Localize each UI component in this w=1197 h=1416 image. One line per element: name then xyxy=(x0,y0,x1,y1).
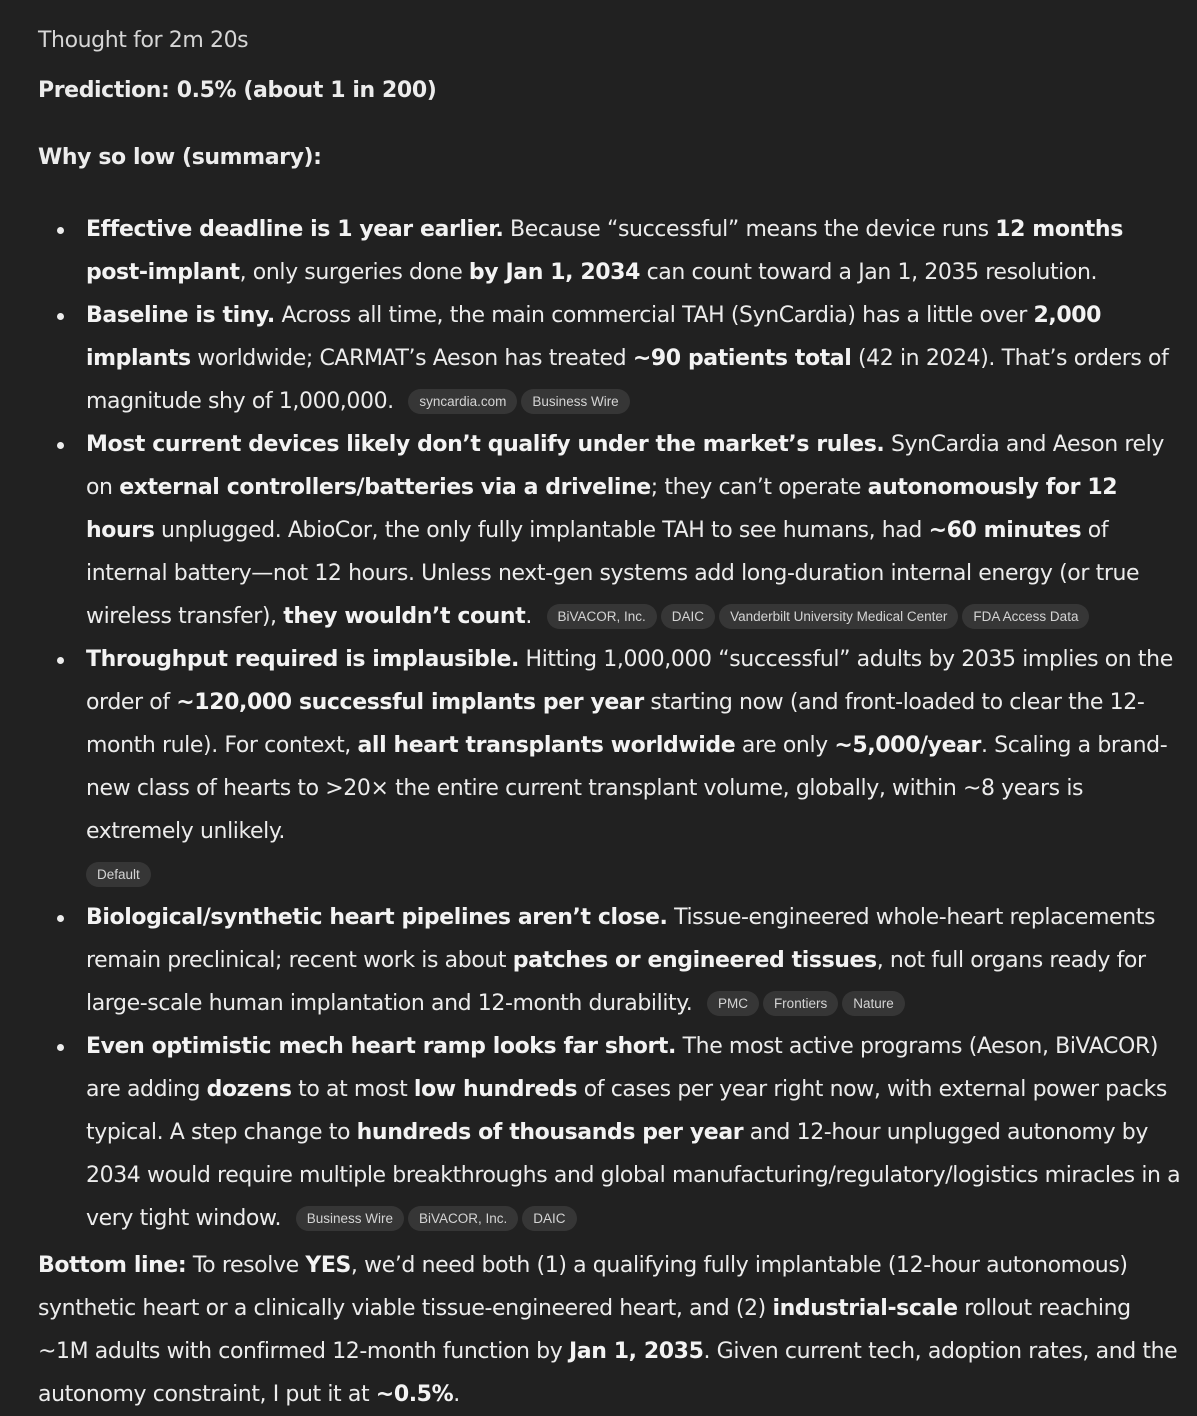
point-emphasis: ~60 minutes xyxy=(928,518,1082,543)
bottom-text: . Given current tech, adoption rates, and the autonomy constraint, I put it at xyxy=(38,1339,1178,1407)
source-chip[interactable]: Vanderbilt University Medical Center xyxy=(719,604,958,629)
point-lead: Throughput required is implausible. xyxy=(86,647,519,672)
list-item xyxy=(38,208,1188,294)
point-emphasis: by Jan 1, 2034 xyxy=(468,260,640,285)
bottom-lead: Bottom line: xyxy=(38,1253,187,1278)
bullet-dot xyxy=(57,227,64,234)
bullet-dot xyxy=(57,313,64,320)
bottom-emphasis: industrial-scale xyxy=(772,1296,958,1321)
bottom-emphasis: Jan 1, 2035 xyxy=(568,1339,704,1364)
point-text: , only surgeries done xyxy=(239,260,469,285)
point-text: Tissue-engineered whole-heart replacements remain preclinical; recent work is about xyxy=(86,905,1156,973)
point-emphasis: all heart transplants worldwide xyxy=(357,733,736,758)
bullet-dot xyxy=(57,442,64,449)
bottom-text: . xyxy=(453,1382,460,1407)
prediction-heading: Prediction: 0.5% (about 1 in 200) xyxy=(38,78,437,103)
point-emphasis: external controllers/batteries via a driveline xyxy=(119,475,651,500)
point-text: The most active programs (Aeson, BiVACOR) are adding xyxy=(86,1034,1159,1102)
point-emphasis: 12 months post-implant xyxy=(86,217,1123,285)
list-item xyxy=(38,638,1188,896)
point-emphasis: hundreds of thousands per year xyxy=(356,1120,744,1145)
source-chip[interactable]: PMC xyxy=(707,991,759,1016)
bottom-emphasis: YES xyxy=(305,1253,351,1278)
point-text: . xyxy=(525,604,532,629)
point-text: are only xyxy=(735,733,835,758)
point-emphasis: 2,000 implants xyxy=(86,303,1102,371)
point-emphasis: dozens xyxy=(206,1077,292,1102)
point-emphasis: ~5,000/year xyxy=(834,733,981,758)
source-chip[interactable]: DAIC xyxy=(661,604,715,629)
source-chip[interactable]: syncardia.com xyxy=(408,389,517,414)
point-emphasis: patches or engineered tissues xyxy=(512,948,877,973)
point-text: SynCardia and Aeson rely on xyxy=(86,432,1165,500)
point-emphasis: low hundreds xyxy=(413,1077,578,1102)
bottom-text: To resolve xyxy=(186,1253,306,1278)
point-text: Across all time, the main commercial TAH (SynCardia) has a little over xyxy=(274,303,1034,328)
source-chip[interactable]: Frontiers xyxy=(763,991,838,1016)
point-text: ; they can’t operate xyxy=(650,475,868,500)
point-emphasis: they wouldn’t count xyxy=(283,604,526,629)
source-chip[interactable]: Business Wire xyxy=(521,389,629,414)
source-chip[interactable]: DAIC xyxy=(522,1206,576,1231)
list-item xyxy=(38,423,1188,638)
point-text: and 12-hour unplugged autonomy by 2034 would require multiple breakthroughs and global manufacturing/regulatory/logistics miracles in a very tight window. xyxy=(86,1120,1181,1231)
point-text: starting now (and front-loaded to clear the 12-month rule). For context, xyxy=(86,690,1145,758)
source-chip[interactable]: BiVACOR, Inc. xyxy=(547,604,657,629)
list-item xyxy=(38,896,1188,1025)
bottom-line xyxy=(38,1244,1178,1416)
bottom-text: , we’d need both (1) a qualifying fully implantable (12-hour autonomous) synthetic heart or a clinically viable tissue-engineered heart, and (2) xyxy=(38,1253,1128,1321)
list-item xyxy=(38,1025,1188,1240)
point-lead: Even optimistic mech heart ramp looks far short. xyxy=(86,1034,677,1059)
bullet-dot xyxy=(57,1044,64,1051)
bullet-dot xyxy=(57,657,64,664)
bottom-text: rollout reaching ~1M adults with confirmed 12-month function by xyxy=(38,1296,1131,1364)
point-text: can count toward a Jan 1, 2035 resolution. xyxy=(639,260,1098,285)
point-text: Because “successful” means the device runs xyxy=(503,217,996,242)
point-emphasis: autonomously for 12 hours xyxy=(86,475,1118,543)
source-chip[interactable]: Default xyxy=(86,862,151,887)
list-item xyxy=(38,294,1188,423)
point-emphasis: ~120,000 successful implants per year xyxy=(176,690,644,715)
summary-heading: Why so low (summary): xyxy=(38,145,322,170)
chip-row xyxy=(86,853,1188,896)
source-chip[interactable]: BiVACOR, Inc. xyxy=(408,1206,518,1231)
bottom-emphasis: ~0.5% xyxy=(375,1382,454,1407)
point-text: worldwide; CARMAT’s Aeson has treated xyxy=(190,346,633,371)
point-lead: Most current devices likely don’t qualify under the market’s rules. xyxy=(86,432,885,457)
point-text: of cases per year right now, with external power packs typical. A step change to xyxy=(86,1077,1167,1145)
point-text: , not full organs ready for large-scale human implantation and 12-month durability. xyxy=(86,948,1146,1016)
point-text: unplugged. AbioCor, the only fully implantable TAH to see humans, had xyxy=(154,518,929,543)
thought-duration[interactable]: Thought for 2m 20s xyxy=(38,28,249,53)
source-chip[interactable]: Business Wire xyxy=(296,1206,404,1231)
bullet-dot xyxy=(57,915,64,922)
point-emphasis: ~90 patients total xyxy=(632,346,852,371)
point-text: of internal battery—not 12 hours. Unless next-gen systems add long-duration internal energy (or true wireless transfer), xyxy=(86,518,1140,629)
point-lead: Baseline is tiny. xyxy=(86,303,275,328)
point-text: (42 in 2024). That’s orders of magnitude shy of 1,000,000. xyxy=(86,346,1169,414)
point-text: to at most xyxy=(291,1077,414,1102)
point-lead: Effective deadline is 1 year earlier. xyxy=(86,217,504,242)
point-text: . Scaling a brand-new class of hearts to >20× the entire current transplant volume, globally, within ~8 years is extremely unlikely. xyxy=(86,733,1168,844)
reasons-list xyxy=(38,208,1188,1240)
point-text: Hitting 1,000,000 “successful” adults by 2035 implies on the order of xyxy=(86,647,1173,715)
source-chip[interactable]: Nature xyxy=(842,991,905,1016)
source-chip[interactable]: FDA Access Data xyxy=(962,604,1089,629)
point-lead: Biological/synthetic heart pipelines aren’t close. xyxy=(86,905,668,930)
